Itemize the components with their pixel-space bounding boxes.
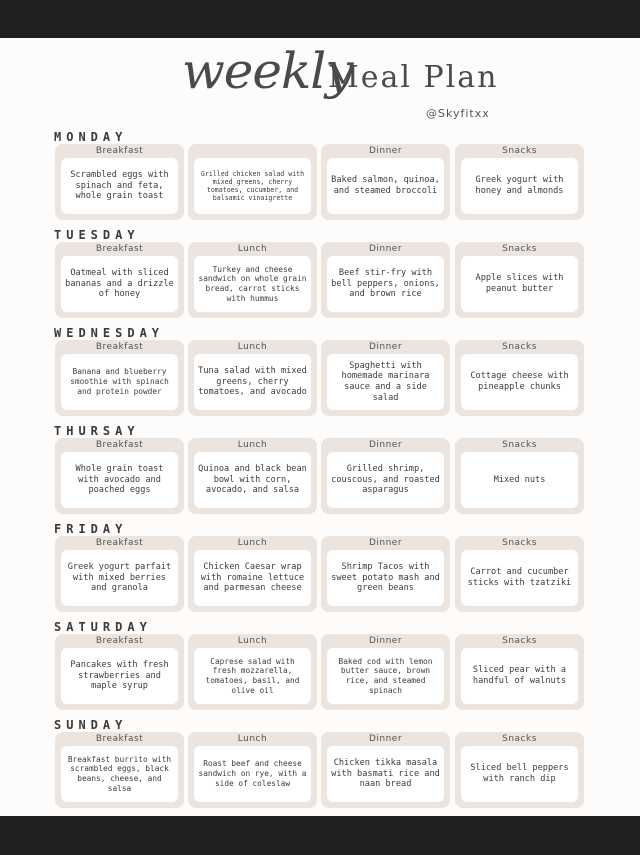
- meal-description: Mixed nuts: [461, 452, 578, 508]
- meal-card-lunch: [188, 144, 317, 220]
- meal-description: Tuna salad with mixed greens, cherry tomatoes, and avocado: [194, 354, 311, 410]
- meal-label: Lunch: [237, 636, 268, 646]
- meal-card-lunch: [188, 732, 317, 808]
- meal-label: Lunch: [237, 538, 268, 548]
- meal-card-snacks: [455, 242, 584, 318]
- day-label-saturday: SATURDAY: [54, 620, 152, 634]
- meal-description: Carrot and cucumber sticks with tzatziki: [461, 550, 578, 606]
- meal-label: Breakfast: [95, 734, 144, 744]
- meal-card-snacks: [455, 536, 584, 612]
- meal-card-breakfast: [55, 438, 184, 514]
- meal-card-dinner: [321, 242, 450, 318]
- meal-card-dinner: [321, 536, 450, 612]
- meal-description: Grilled chicken salad with mixed greens, cherry tomatoes, cucumber, and balsamic vinaigrette: [194, 158, 311, 214]
- meal-card-snacks: [455, 438, 584, 514]
- meal-description: Quinoa and black bean bowl with corn, avocado, and salsa: [194, 452, 311, 508]
- meal-card-lunch: [188, 340, 317, 416]
- meal-label: Dinner: [368, 440, 403, 450]
- meal-label: Dinner: [368, 636, 403, 646]
- meal-label: Breakfast: [95, 342, 144, 352]
- meal-label: Snacks: [502, 342, 537, 352]
- meal-description: Scrambled eggs with spinach and feta, whole grain toast: [61, 158, 178, 214]
- meal-description: Baked salmon, quinoa, and steamed broccoli: [327, 158, 444, 214]
- day-label-sunday: SUNDAY: [54, 718, 128, 732]
- meal-description: Turkey and cheese sandwich on whole grain bread, carrot sticks with hummus: [194, 256, 311, 312]
- meal-card-dinner: [321, 340, 450, 416]
- meal-description: Greek yogurt parfait with mixed berries and granola: [61, 550, 178, 606]
- meal-description: Sliced pear with a handful of walnuts: [461, 648, 578, 704]
- meal-plan-page: [0, 38, 640, 816]
- meal-description: Pancakes with fresh strawberries and maple syrup: [61, 648, 178, 704]
- meal-description: Sliced bell peppers with ranch dip: [461, 746, 578, 802]
- meal-card-snacks: [455, 340, 584, 416]
- meal-label: Breakfast: [95, 636, 144, 646]
- meal-card-snacks: [455, 634, 584, 710]
- meal-description: Apple slices with peanut butter: [461, 256, 578, 312]
- meal-card-lunch: [188, 634, 317, 710]
- meal-description: Banana and blueberry smoothie with spinach and protein powder: [61, 354, 178, 410]
- meal-label: Snacks: [502, 244, 537, 254]
- meal-card-dinner: [321, 732, 450, 808]
- meal-label: Breakfast: [95, 440, 144, 450]
- meal-label: Breakfast: [95, 538, 144, 548]
- meal-label: Breakfast: [95, 146, 144, 156]
- meal-label: Snacks: [502, 636, 537, 646]
- meal-card-breakfast: [55, 242, 184, 318]
- meal-label: Snacks: [502, 146, 537, 156]
- meal-card-breakfast: [55, 536, 184, 612]
- meal-description: Baked cod with lemon butter sauce, brown rice, and steamed spinach: [327, 648, 444, 704]
- meal-card-lunch: [188, 242, 317, 318]
- meal-description: Beef stir-fry with bell peppers, onions, and brown rice: [327, 256, 444, 312]
- meal-description: Whole grain toast with avocado and poached eggs: [61, 452, 178, 508]
- meal-card-dinner: [321, 634, 450, 710]
- meal-card-lunch: [188, 536, 317, 612]
- day-label-tuesday: TUESDAY: [54, 228, 140, 242]
- meal-description: Cottage cheese with pineapple chunks: [461, 354, 578, 410]
- meal-label: Breakfast: [95, 244, 144, 254]
- meal-card-snacks: [455, 732, 584, 808]
- meal-label: Lunch: [237, 244, 268, 254]
- day-label-monday: MONDAY: [54, 130, 128, 144]
- day-label-thursay: THURSAY: [54, 424, 140, 438]
- meal-label: Lunch: [237, 734, 268, 744]
- meal-label: Dinner: [368, 244, 403, 254]
- meal-label: Snacks: [502, 440, 537, 450]
- meal-description: Chicken Caesar wrap with romaine lettuce and parmesan cheese: [194, 550, 311, 606]
- meal-description: Greek yogurt with honey and almonds: [461, 158, 578, 214]
- meal-card-snacks: [455, 144, 584, 220]
- meal-description: Breakfast burrito with scrambled eggs, black beans, cheese, and salsa: [61, 746, 178, 802]
- title-script: weekly: [182, 42, 353, 100]
- meal-card-breakfast: [55, 732, 184, 808]
- meal-label: Dinner: [368, 734, 403, 744]
- meal-card-breakfast: [55, 340, 184, 416]
- meal-description: Grilled shrimp, couscous, and roasted asparagus: [327, 452, 444, 508]
- meal-description: Spaghetti with homemade marinara sauce and a side salad: [327, 354, 444, 410]
- meal-label: Lunch: [237, 440, 268, 450]
- page-title: Meal Plan: [328, 60, 499, 95]
- meal-card-lunch: [188, 438, 317, 514]
- meal-card-breakfast: [55, 634, 184, 710]
- meal-label: Dinner: [368, 342, 403, 352]
- meal-description: Shrimp Tacos with sweet potato mash and green beans: [327, 550, 444, 606]
- meal-label: Snacks: [502, 538, 537, 548]
- meal-label: Dinner: [368, 538, 403, 548]
- meal-description: Caprese salad with fresh mozzarella, tomatoes, basil, and olive oil: [194, 648, 311, 704]
- meal-description: Oatmeal with sliced bananas and a drizzle of honey: [61, 256, 178, 312]
- meal-card-breakfast: [55, 144, 184, 220]
- meal-description: Chicken tikka masala with basmati rice and naan bread: [327, 746, 444, 802]
- day-label-wednesday: WEDNESDAY: [54, 326, 165, 340]
- meal-label: Lunch: [237, 342, 268, 352]
- meal-label: Dinner: [368, 146, 403, 156]
- meal-label: Snacks: [502, 734, 537, 744]
- meal-card-dinner: [321, 438, 450, 514]
- meal-card-dinner: [321, 144, 450, 220]
- author-handle: @Skyfitxx: [426, 107, 490, 120]
- day-label-friday: FRIDAY: [54, 522, 128, 536]
- meal-description: Roast beef and cheese sandwich on rye, with a side of coleslaw: [194, 746, 311, 802]
